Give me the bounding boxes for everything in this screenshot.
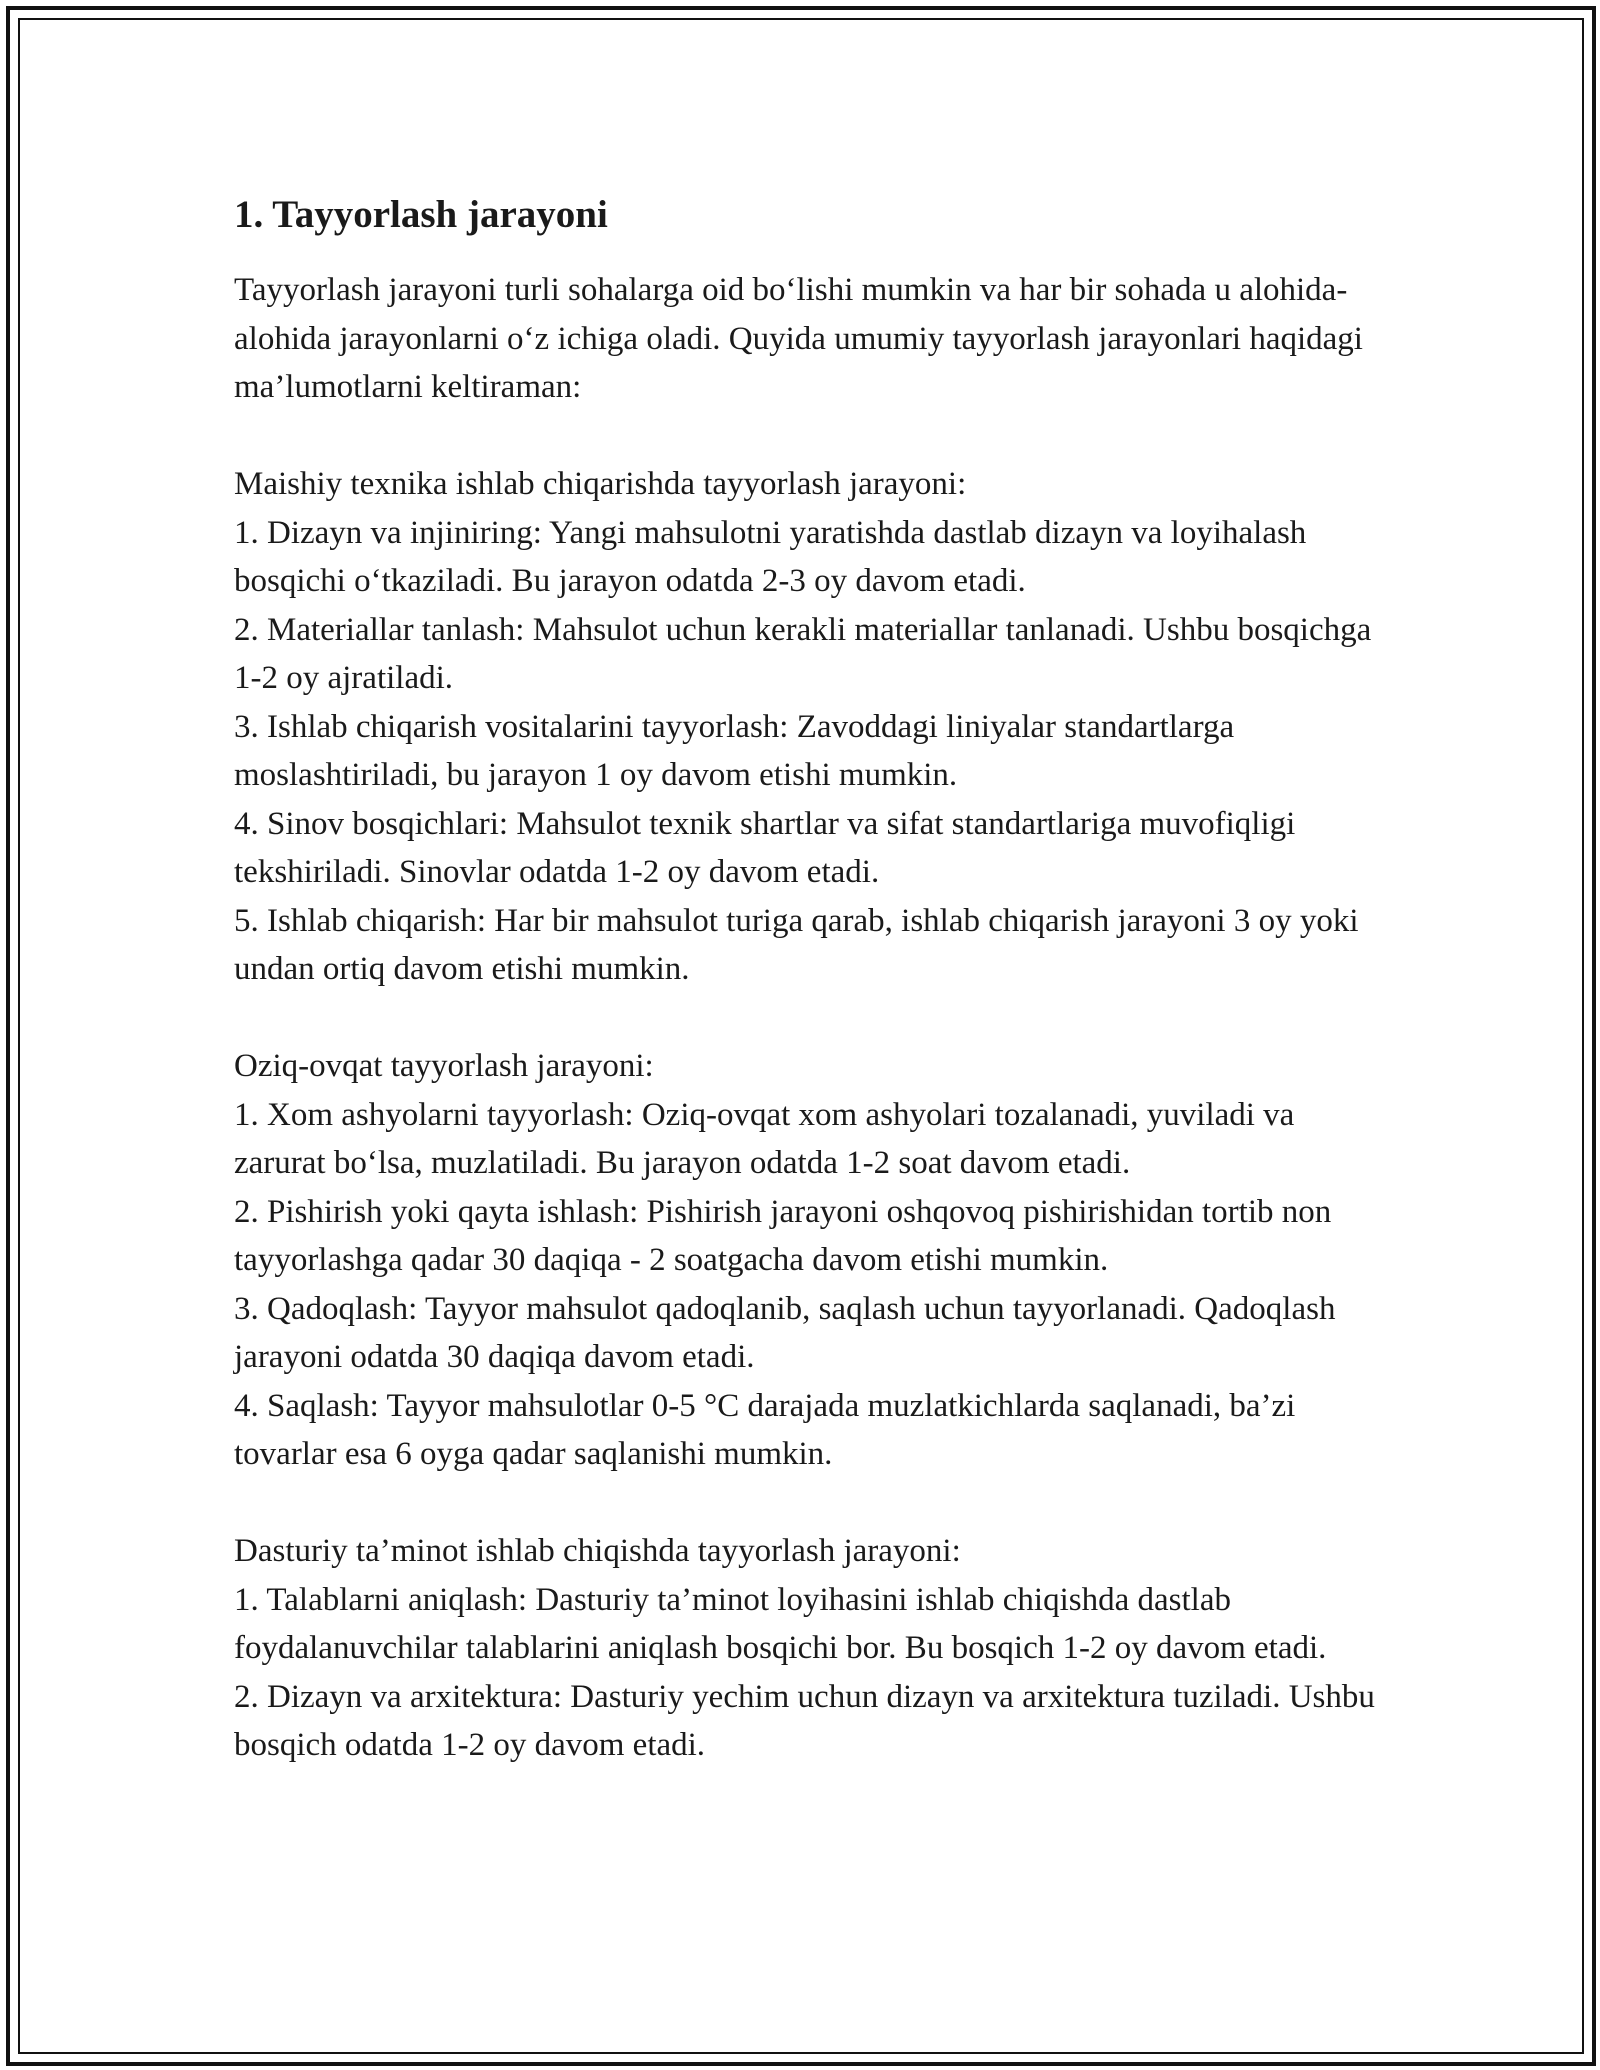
list-item: 3. Qadoqlash: Tayyor mahsulot qadoqlanib, saqlash uchun tayyorlanadi. Qadoqlash jarayoni odatda 30 daqiqa davom etadi. [234,1290,1336,1375]
document-body [234,190,1384,1770]
list-item: 3. Ishlab chiqarish vositalarini tayyorlash: Zavoddagi liniyalar standartlarga moslashtiriladi, bu jarayon 1 oy davom etishi mumkin. [234,708,1235,793]
list-item: 2. Dizayn va arxitektura: Dasturiy yechim uchun dizayn va arxitektura tuziladi. Ushbu bosqich odatda 1-2 oy davom etadi. [234,1678,1375,1763]
section-heading: Maishiy texnika ishlab chiqarishda tayyorlash jarayoni: [234,466,967,502]
list-item: 2. Pishirish yoki qayta ishlash: Pishirish jarayoni oshqovoq pishirishidan tortib non tayyorlashga qadar 30 daqiqa - 2 soatgacha davom etishi mumkin. [234,1193,1332,1278]
list-item: 1. Dizayn va injiniring: Yangi mahsulotni yaratishda dastlab dizayn va loyihalash bosqichi o‘tkaziladi. Bu jarayon odatda 2-3 oy davom etadi. [234,514,1307,599]
list-item: 5. Ishlab chiqarish: Har bir mahsulot turiga qarab, ishlab chiqarish jarayoni 3 oy yoki undan ortiq davom etishi mumkin. [234,902,1359,987]
page-title: 1. Tayyorlash jarayoni [234,193,608,236]
section-food-preparation [234,1042,1384,1479]
list-item: 1. Xom ashyolarni tayyorlash: Oziq-ovqat xom ashyolari tozalanadi, yuviladi va zarurat bo‘lsa, muzlatiladi. Bu jarayon odatda 1-2 soat davom etadi. [234,1096,1295,1181]
section-heading: Oziq-ovqat tayyorlash jarayoni: [234,1048,654,1084]
section-heading: Dasturiy ta’minot ishlab chiqishda tayyorlash jarayoni: [234,1533,961,1569]
intro-paragraph: Tayyorlash jarayoni turli sohalarga oid bo‘lishi mumkin va har bir sohada u alohida-alohida jarayonlarni o‘z ichiga oladi. Quyida umumiy tayyorlash jarayonlari haqidagi ma’lumotlarni keltiraman: [234,272,1363,405]
section-home-appliances [234,460,1384,994]
list-item: 2. Materiallar tanlash: Mahsulot uchun kerakli materiallar tanlanadi. Ushbu bosqichga 1-2 oy ajratiladi. [234,611,1372,696]
list-item: 4. Sinov bosqichlari: Mahsulot texnik shartlar va sifat standartlariga muvofiqligi tekshiriladi. Sinovlar odatda 1-2 oy davom etadi. [234,805,1296,890]
section-software-development [234,1527,1384,1770]
list-item: 4. Saqlash: Tayyor mahsulotlar 0-5 °C darajada muzlatkichlarda saqlanadi, ba’zi tovarlar esa 6 oyga qadar saqlanishi mumkin. [234,1387,1296,1472]
list-item: 1. Talablarni aniqlash: Dasturiy ta’minot loyihasini ishlab chiqishda dastlab foydalanuvchilar talablarini aniqlash bosqichi bor. Bu bosqich 1-2 oy davom etadi. [234,1581,1327,1666]
